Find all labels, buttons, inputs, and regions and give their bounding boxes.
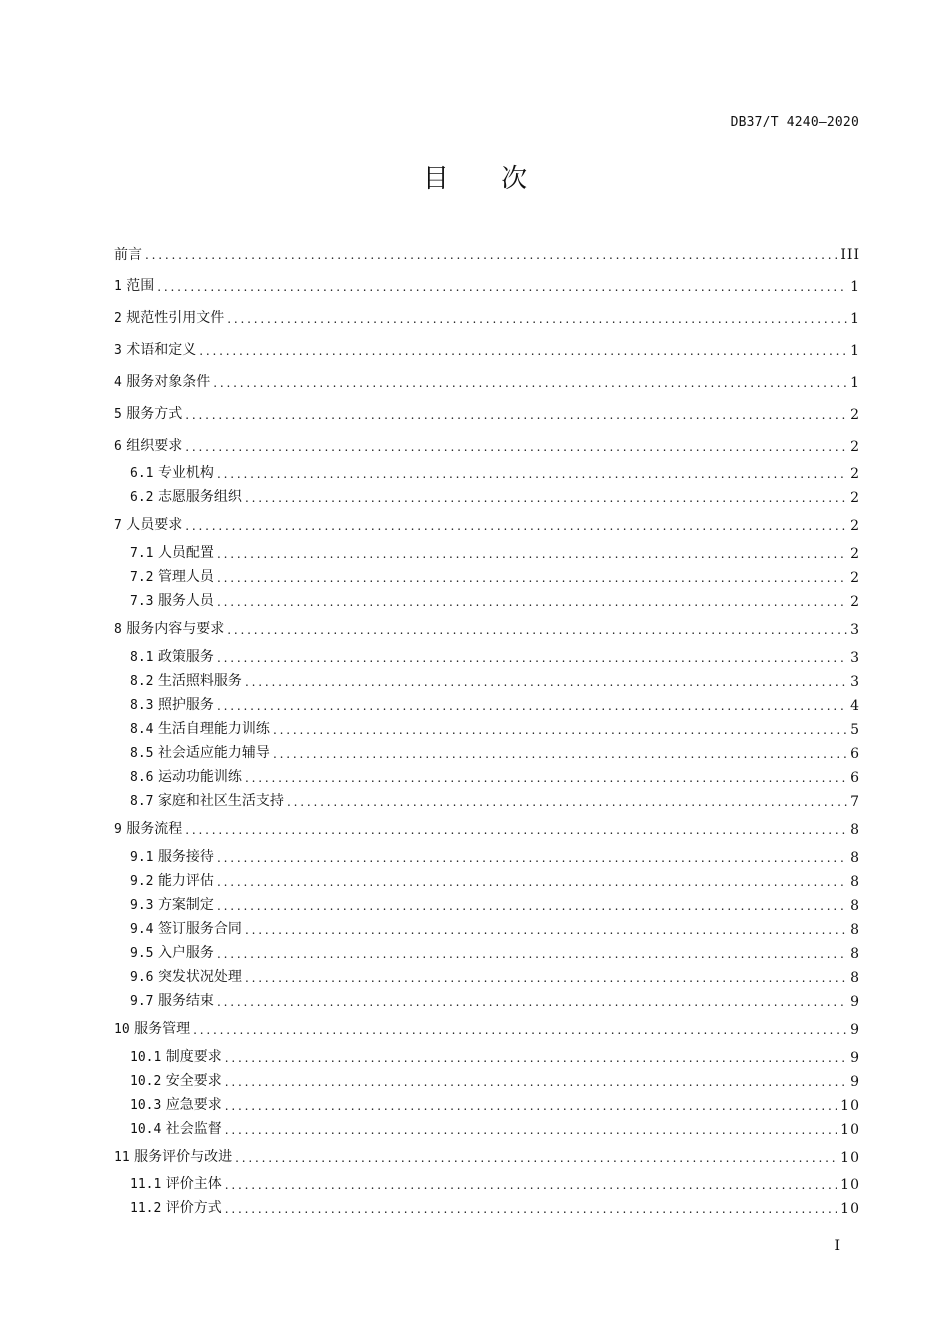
toc-entry-text: 制度要求 bbox=[165, 1049, 222, 1065]
toc-entry-text: 服务结束 bbox=[157, 993, 214, 1009]
toc-entry-page: 10 bbox=[840, 1150, 860, 1166]
toc-entry-page: 8 bbox=[850, 850, 860, 866]
toc-entry-text: 生活照料服务 bbox=[157, 673, 242, 689]
toc-entry[interactable] bbox=[130, 968, 860, 988]
toc-dot-leader bbox=[225, 1120, 837, 1140]
toc-entry-number: 10.2 bbox=[130, 1074, 162, 1089]
toc-entry-label bbox=[130, 791, 284, 812]
toc-entry-page: 2 bbox=[850, 546, 860, 562]
toc-dot-leader bbox=[287, 792, 847, 812]
toc-entry[interactable] bbox=[130, 792, 860, 812]
toc-entry[interactable] bbox=[114, 1020, 860, 1040]
toc-entry-page: 9 bbox=[850, 1050, 860, 1066]
toc-entry-text: 照护服务 bbox=[157, 697, 214, 713]
toc-entry[interactable] bbox=[130, 1199, 860, 1219]
toc-dot-leader bbox=[273, 720, 847, 740]
toc-entry-number: 8.1 bbox=[130, 650, 154, 665]
toc-entry-label bbox=[130, 919, 242, 940]
toc-entry[interactable] bbox=[114, 405, 860, 425]
toc-entry[interactable] bbox=[130, 1120, 860, 1140]
toc-entry-page: 8 bbox=[850, 946, 860, 962]
toc-dot-leader bbox=[245, 672, 847, 692]
toc-entry-page: 10 bbox=[840, 1201, 860, 1217]
toc-entry-number: 9.3 bbox=[130, 898, 154, 913]
toc-entry-label bbox=[114, 308, 224, 329]
toc-entry[interactable] bbox=[114, 309, 860, 329]
toc-entry-label bbox=[114, 436, 182, 457]
toc-entry-number: 7.3 bbox=[130, 594, 154, 609]
toc-entry-number: 2 bbox=[114, 311, 122, 326]
toc-entry-label bbox=[130, 991, 214, 1012]
toc-entry-label bbox=[130, 1047, 222, 1068]
toc-entry-number: 8 bbox=[114, 622, 122, 637]
toc-entry-number: 8.7 bbox=[130, 794, 154, 809]
toc-dot-leader bbox=[245, 768, 847, 788]
toc-dot-leader bbox=[217, 896, 847, 916]
toc-entry-label bbox=[114, 1147, 232, 1168]
toc-entry[interactable] bbox=[114, 620, 860, 640]
toc-entry-number: 4 bbox=[114, 375, 122, 390]
toc-entry-number: 9.5 bbox=[130, 946, 154, 961]
toc-entry-number: 11.1 bbox=[130, 1177, 162, 1192]
toc-dot-leader bbox=[235, 1148, 837, 1168]
toc-entry-text: 服务流程 bbox=[126, 821, 183, 837]
toc-entry-number: 7.1 bbox=[130, 546, 154, 561]
toc-entry[interactable] bbox=[130, 1096, 860, 1116]
toc-entry-text: 家庭和社区生活支持 bbox=[157, 793, 284, 809]
toc-dot-leader bbox=[227, 309, 847, 329]
toc-entry[interactable] bbox=[130, 672, 860, 692]
toc-entry-page: 1 bbox=[850, 375, 860, 391]
toc-dot-leader bbox=[193, 1020, 847, 1040]
toc-entry-page: III bbox=[840, 247, 860, 263]
toc-entry-number: 10 bbox=[114, 1022, 130, 1037]
toc-entry-page: 2 bbox=[850, 594, 860, 610]
toc-dot-leader bbox=[217, 872, 847, 892]
toc-entry-text: 服务评价与改进 bbox=[134, 1149, 233, 1165]
toc-entry-text: 服务人员 bbox=[157, 593, 214, 609]
toc-entry-number: 10.3 bbox=[130, 1098, 162, 1113]
toc-dot-leader bbox=[217, 944, 847, 964]
toc-entry[interactable] bbox=[114, 245, 860, 265]
toc-entry-text: 服务对象条件 bbox=[126, 374, 211, 390]
toc-entry-text: 社会适应能力辅导 bbox=[157, 745, 270, 761]
toc-title: 目 次 bbox=[422, 164, 550, 194]
toc-entry[interactable] bbox=[130, 992, 860, 1012]
toc-dot-leader bbox=[225, 1096, 837, 1116]
toc-entry-number: 9.2 bbox=[130, 874, 154, 889]
toc-entry-label bbox=[130, 1198, 222, 1219]
toc-entry-text: 人员配置 bbox=[157, 545, 214, 561]
toc-entry-page: 6 bbox=[850, 770, 860, 786]
toc-entry-text: 评价方式 bbox=[165, 1200, 222, 1216]
toc-dot-leader bbox=[157, 277, 847, 297]
page-number: I bbox=[834, 1238, 840, 1254]
toc-entry-label bbox=[114, 372, 210, 393]
toc-entry-page: 9 bbox=[850, 1022, 860, 1038]
toc-entry[interactable] bbox=[130, 592, 860, 612]
toc-entry-page: 8 bbox=[850, 898, 860, 914]
toc-entry-number: 9.1 bbox=[130, 850, 154, 865]
toc-entry-number: 6.2 bbox=[130, 490, 154, 505]
toc-entry[interactable] bbox=[130, 1048, 860, 1068]
toc-entry-text: 生活自理能力训练 bbox=[157, 721, 270, 737]
toc-dot-leader bbox=[245, 488, 847, 508]
toc-entry-text: 安全要求 bbox=[165, 1073, 222, 1089]
toc-dot-leader bbox=[245, 920, 847, 940]
toc-dot-leader bbox=[199, 341, 847, 361]
toc-entry-text: 服务内容与要求 bbox=[126, 621, 225, 637]
toc-entry-label bbox=[130, 647, 214, 668]
toc-entry-text: 人员要求 bbox=[126, 517, 183, 533]
toc-entry-text: 社会监督 bbox=[165, 1121, 222, 1137]
toc-entry-number: 8.2 bbox=[130, 674, 154, 689]
toc-dot-leader bbox=[185, 516, 847, 536]
toc-entry-page: 8 bbox=[850, 874, 860, 890]
toc-entry-text: 方案制定 bbox=[157, 897, 214, 913]
toc-entry-number: 8.5 bbox=[130, 746, 154, 761]
toc-entry[interactable] bbox=[130, 1175, 860, 1195]
toc-entry-text: 突发状况处理 bbox=[157, 969, 242, 985]
toc-dot-leader bbox=[185, 820, 847, 840]
toc-entry[interactable] bbox=[114, 820, 860, 840]
toc-entry-label bbox=[130, 543, 214, 564]
toc-entry-page: 2 bbox=[850, 439, 860, 455]
toc-entry-number: 5 bbox=[114, 407, 122, 422]
toc-entry[interactable] bbox=[114, 1148, 860, 1168]
toc-entry-number: 7.2 bbox=[130, 570, 154, 585]
toc-entry[interactable] bbox=[130, 648, 860, 668]
toc-entry-label bbox=[130, 743, 270, 764]
toc-entry-number: 11.2 bbox=[130, 1201, 162, 1216]
toc-entry-label bbox=[130, 567, 214, 588]
toc-entry-label bbox=[130, 1095, 222, 1116]
toc-entry-label bbox=[130, 1071, 222, 1092]
toc-dot-leader bbox=[225, 1048, 847, 1068]
toc-entry-page: 8 bbox=[850, 922, 860, 938]
toc-entry-text: 入户服务 bbox=[157, 945, 214, 961]
toc-entry-page: 4 bbox=[850, 698, 860, 714]
toc-dot-leader bbox=[217, 464, 847, 484]
toc-entry[interactable] bbox=[130, 872, 860, 892]
toc-dot-leader bbox=[217, 648, 847, 668]
toc-entry-text: 签订服务合同 bbox=[157, 921, 242, 937]
toc-entry-number: 9.7 bbox=[130, 994, 154, 1009]
toc-entry[interactable] bbox=[130, 920, 860, 940]
toc-entry[interactable] bbox=[114, 437, 860, 457]
toc-entry[interactable] bbox=[114, 277, 860, 297]
toc-entry[interactable] bbox=[130, 568, 860, 588]
toc-entry-number: 10.1 bbox=[130, 1050, 162, 1065]
toc-entry-label bbox=[114, 276, 154, 297]
toc-entry-page: 2 bbox=[850, 490, 860, 506]
toc-entry-label bbox=[130, 1119, 222, 1140]
toc-entry-number: 7 bbox=[114, 518, 122, 533]
toc-entry-label bbox=[114, 819, 182, 840]
toc-entry-number: 9 bbox=[114, 822, 122, 837]
toc-entry-number: 8.4 bbox=[130, 722, 154, 737]
toc-entry-text: 政策服务 bbox=[157, 649, 214, 665]
toc-entry-page: 5 bbox=[850, 722, 860, 738]
toc-dot-leader bbox=[145, 245, 837, 265]
toc-entry-page: 10 bbox=[840, 1122, 860, 1138]
toc-entry-label bbox=[130, 943, 214, 964]
toc-entry-label bbox=[114, 340, 196, 361]
toc-dot-leader bbox=[273, 744, 847, 764]
toc-entry-page: 3 bbox=[850, 622, 860, 638]
toc-entry-page: 10 bbox=[840, 1098, 860, 1114]
toc-dot-leader bbox=[185, 437, 847, 457]
toc-entry-text: 服务管理 bbox=[134, 1021, 191, 1037]
document-code: DB37/T 4240—2020 bbox=[730, 115, 859, 130]
toc-entry-number: 8.3 bbox=[130, 698, 154, 713]
toc-entry-page: 6 bbox=[850, 746, 860, 762]
toc-entry-text: 范围 bbox=[126, 278, 155, 294]
toc-dot-leader bbox=[217, 592, 847, 612]
toc-entry[interactable] bbox=[130, 720, 860, 740]
toc-entry-text: 专业机构 bbox=[157, 465, 214, 481]
toc-dot-leader bbox=[217, 568, 847, 588]
toc-entry-label bbox=[130, 967, 242, 988]
toc-entry-text: 规范性引用文件 bbox=[126, 310, 225, 326]
toc-entry-number: 3 bbox=[114, 343, 122, 358]
toc-entry[interactable] bbox=[130, 464, 860, 484]
toc-entry-label bbox=[130, 1174, 222, 1195]
toc-entry-number: 9.6 bbox=[130, 970, 154, 985]
toc-entry-label bbox=[130, 719, 270, 740]
toc-entry-page: 3 bbox=[850, 650, 860, 666]
toc-dot-leader bbox=[225, 1072, 847, 1092]
toc-entry[interactable] bbox=[130, 944, 860, 964]
toc-entry-page: 9 bbox=[850, 1074, 860, 1090]
toc-dot-leader bbox=[217, 848, 847, 868]
toc-entry-label bbox=[114, 619, 224, 640]
toc-entry-text: 管理人员 bbox=[157, 569, 214, 585]
toc-entry-label bbox=[130, 487, 242, 508]
toc-dot-leader bbox=[225, 1175, 837, 1195]
toc-entry-page: 2 bbox=[850, 407, 860, 423]
toc-entry-page: 1 bbox=[850, 311, 860, 327]
toc-entry[interactable] bbox=[130, 488, 860, 508]
toc-entry-page: 8 bbox=[850, 822, 860, 838]
toc-entry-number: 6.1 bbox=[130, 466, 154, 481]
toc-entry-number: 1 bbox=[114, 279, 122, 294]
toc-entry-label bbox=[130, 767, 242, 788]
toc-entry-page: 1 bbox=[850, 343, 860, 359]
toc-entry-label bbox=[130, 847, 214, 868]
toc-entry[interactable] bbox=[130, 744, 860, 764]
toc-entry[interactable] bbox=[114, 341, 860, 361]
toc-entry-label bbox=[130, 463, 214, 484]
toc-entry-page: 2 bbox=[850, 518, 860, 534]
toc-entry-page: 1 bbox=[850, 279, 860, 295]
toc-entry-text: 组织要求 bbox=[126, 438, 183, 454]
toc-entry-text: 评价主体 bbox=[165, 1176, 222, 1192]
toc-dot-leader bbox=[213, 373, 847, 393]
toc-entry-page: 10 bbox=[840, 1177, 860, 1193]
toc-dot-leader bbox=[185, 405, 847, 425]
toc-entry[interactable] bbox=[114, 516, 860, 536]
toc-entry-page: 2 bbox=[850, 466, 860, 482]
toc-entry[interactable] bbox=[130, 696, 860, 716]
toc-entry-page: 8 bbox=[850, 970, 860, 986]
toc-entry-text: 能力评估 bbox=[157, 873, 214, 889]
toc-entry-label bbox=[130, 695, 214, 716]
toc-entry-label bbox=[114, 404, 182, 425]
toc-entry-number: 9.4 bbox=[130, 922, 154, 937]
toc-entry-text: 服务接待 bbox=[157, 849, 214, 865]
toc-entry-text: 志愿服务组织 bbox=[157, 489, 242, 505]
toc-dot-leader bbox=[217, 696, 847, 716]
toc-entry[interactable] bbox=[114, 373, 860, 393]
toc-entry[interactable] bbox=[130, 1072, 860, 1092]
toc-entry-text: 前言 bbox=[114, 247, 142, 263]
toc-entry-page: 2 bbox=[850, 570, 860, 586]
toc-dot-leader bbox=[217, 544, 847, 564]
toc-entry-page: 3 bbox=[850, 674, 860, 690]
toc-entry[interactable] bbox=[130, 544, 860, 564]
toc-entry-number: 6 bbox=[114, 439, 122, 454]
toc-entry-label bbox=[130, 671, 242, 692]
toc-entry[interactable] bbox=[130, 768, 860, 788]
toc-entry[interactable] bbox=[130, 896, 860, 916]
toc-entry-page: 9 bbox=[850, 994, 860, 1010]
toc-entry-number: 8.6 bbox=[130, 770, 154, 785]
toc-entry-label bbox=[130, 895, 214, 916]
toc-dot-leader bbox=[217, 992, 847, 1012]
toc-entry-label bbox=[130, 871, 214, 892]
toc-dot-leader bbox=[245, 968, 847, 988]
toc-entry[interactable] bbox=[130, 848, 860, 868]
toc-entry-label bbox=[114, 1019, 190, 1040]
toc-entry-text: 应急要求 bbox=[165, 1097, 222, 1113]
toc-entry-text: 运动功能训练 bbox=[157, 769, 242, 785]
toc-entry-label bbox=[130, 591, 214, 612]
toc-entry-text: 术语和定义 bbox=[126, 342, 197, 358]
toc-entry-text: 服务方式 bbox=[126, 406, 183, 422]
toc-entry-label bbox=[114, 515, 182, 536]
toc-dot-leader bbox=[227, 620, 847, 640]
toc-entry-number: 10.4 bbox=[130, 1122, 162, 1137]
toc-entry-label bbox=[114, 245, 142, 265]
toc-entry-number: 11 bbox=[114, 1150, 130, 1165]
toc-entry-page: 7 bbox=[850, 794, 860, 810]
toc-dot-leader bbox=[225, 1199, 837, 1219]
